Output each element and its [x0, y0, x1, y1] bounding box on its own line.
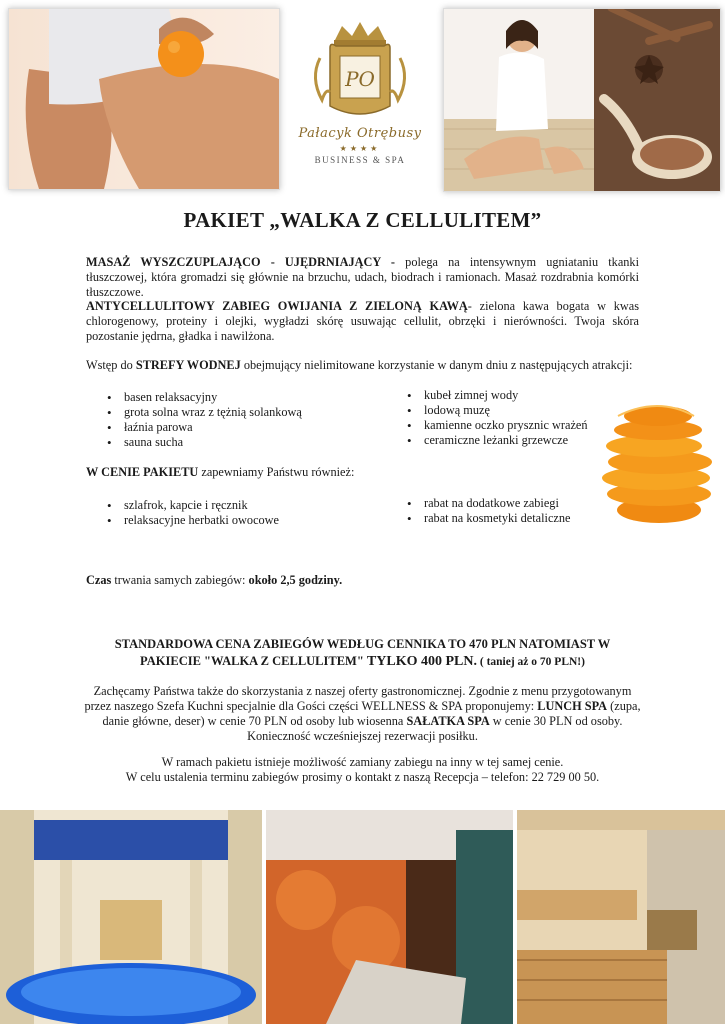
- list-item: • kamienne oczko prysznic wrażeń: [404, 418, 588, 433]
- duration-label: Czas: [86, 573, 112, 587]
- page-title: PAKIET „WALKA Z CELLULITEM”: [183, 208, 542, 232]
- brand-stars: ★★★★: [339, 144, 381, 153]
- water-zone-list-left: [104, 390, 302, 450]
- lunch-spa: LUNCH SPA: [537, 699, 608, 713]
- wrap-paragraph: [86, 299, 639, 344]
- cellulite-legs-photo: [8, 8, 280, 190]
- water-zone-paragraph: [86, 358, 639, 373]
- gastro-text-1: Zachęcamy Państwa także do skorzystania z naszej oferty gastronomicznej. Zgodnie z menu przygotowanym przez naszego Szefa Kuchni specjalnie dla Gości części WELLNESS & SPA proponujemy:: [84, 684, 632, 713]
- water-zone-suffix: obejmujący nielimitowane korzystanie w danym dniu z następujących atrakcji:: [240, 358, 633, 372]
- included-list-left: [104, 498, 279, 528]
- sauna-photo: [517, 810, 725, 1024]
- water-zone-list-right: [404, 388, 588, 448]
- price-line2-start: PAKIECIE "WALKA Z CELLULITEM": [140, 654, 367, 668]
- orange-slices-photo: [598, 398, 720, 526]
- list-item: • grota solna wraz z tężnią solankową: [104, 405, 302, 420]
- spa-woman-photo: [443, 8, 721, 192]
- list-item: • lodową muzę: [404, 403, 588, 418]
- crest-icon: [300, 18, 420, 130]
- brand-subtitle: BUSINESS & SPA: [314, 155, 406, 165]
- duration-value: około 2,5 godziny.: [248, 573, 343, 587]
- duration-text: trwania samych zabiegów:: [111, 573, 249, 587]
- included-text: zapewniamy Państwu również:: [198, 465, 355, 479]
- list-item: • basen relaksacyjny: [104, 390, 302, 405]
- list-item: • sauna sucha: [104, 435, 302, 450]
- list-item: • kubeł zimnej wody: [404, 388, 588, 403]
- list-item: • rabat na dodatkowe zabiegi: [404, 496, 570, 511]
- wrap-heading: ANTYCELLULITOWY ZABIEG OWIJANIA Z ZIELONĄ KAWĄ: [86, 299, 468, 313]
- price-offer: TYLKO 400 PLN.: [366, 654, 477, 669]
- contact-line2: W celu ustalenia terminu zabiegów prosimy o kontakt z naszą Recepcja – telefon: 22 729 00 50.: [125, 770, 600, 784]
- water-zone-name: STREFY WODNEJ: [135, 358, 241, 372]
- price-line1: STANDARDOWA CENA ZABIEGÓW WEDŁUG CENNIKA TO 470 PLN NATOMIAST W: [114, 637, 611, 651]
- list-item: • ceramiczne leżanki grzewcze: [404, 433, 588, 448]
- pool-photo: [0, 810, 262, 1024]
- price-savings: ( taniej aż o 70 PLN!): [477, 656, 585, 668]
- monogram: PO: [345, 67, 375, 91]
- gastro-paragraph: [82, 684, 643, 744]
- gastro-text-3: w cenie 30 PLN od osoby. Konieczność wcześniejszej rezerwacji posiłku.: [247, 714, 623, 743]
- salt-grotto-photo: [266, 810, 513, 1024]
- price-block: [60, 636, 665, 671]
- massage-heading: MASAŻ WYSZCZUPLAJĄCO - UJĘDRNIAJĄCY -: [86, 255, 396, 269]
- wrap-text: - zielona kawa bogata w kwas chlorogenowy, proteiny i olejki, wygładzi skórę usuwając cellulit, obrzęki i nierówności. Twoja skóra pozostanie jędrna, gładka i nawilżona.: [86, 299, 639, 343]
- contact-line1: W ramach pakietu istnieje możliwość zamiany zabiegu na inny w tej samej cenie.: [161, 755, 564, 769]
- included-heading: W CENIE PAKIETU: [86, 465, 199, 479]
- hotel-logo: [285, 18, 435, 190]
- list-item: • relaksacyjne herbatki owocowe: [104, 513, 279, 528]
- list-item: • łaźnia parowa: [104, 420, 302, 435]
- gastro-text-2: (zupa, danie główne, deser) w cenie 70 PLN od osoby lub wiosenna: [102, 699, 641, 728]
- included-list-right: [404, 496, 570, 526]
- contact-paragraph: [60, 755, 665, 785]
- duration-paragraph: [86, 573, 639, 588]
- list-item: • rabat na kosmetyki detaliczne: [404, 511, 570, 526]
- salad-spa: SAŁATKA SPA: [406, 714, 490, 728]
- massage-paragraph: [86, 255, 639, 300]
- water-zone-prefix: Wstęp do: [86, 358, 136, 372]
- list-item: • szlafrok, kapcie i ręcznik: [104, 498, 279, 513]
- brand-name: Pałacyk Otrębusy: [298, 126, 422, 141]
- included-paragraph: [86, 465, 639, 480]
- massage-text: polega na intensywnym ugniataniu tkanki tłuszczowej, która gromadzi się głównie na brzuchu, udach, biodrach i ramionach. Masaż rozdrabnia komórki tłuszczowe.: [86, 255, 639, 299]
